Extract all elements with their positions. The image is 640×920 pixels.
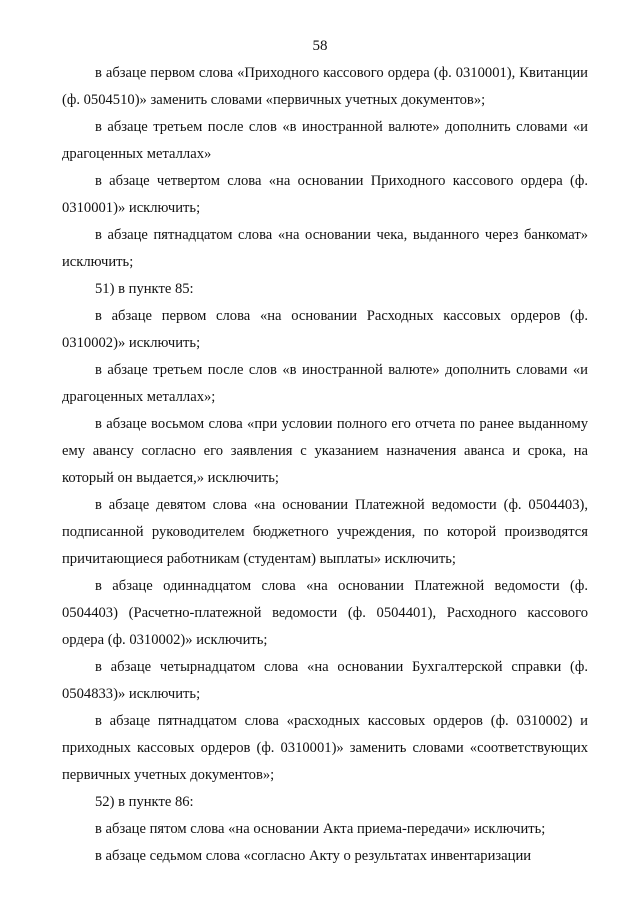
paragraph: в абзаце четвертом слова «на основании Приходного кассового ордера (ф. 0310001)» исключить;: [62, 173, 588, 216]
paragraph: в абзаце пятнадцатом слова «расходных кассовых ордеров (ф. 0310002) и приходных кассовых ордеров (ф. 0310001)» заменить словами «соответствующих первичных учетных документов»;: [62, 713, 588, 783]
paragraph: в абзаце седьмом слова «согласно Акту о результатах инвентаризации: [95, 848, 532, 864]
paragraph: в абзаце девятом слова «на основании Платежной ведомости (ф. 0504403), подписанной руководителем бюджетного учреждения, по которой производятся причитающиеся работникам (студентам) выплаты» исключить;: [62, 497, 588, 567]
paragraph: в абзаце третьем после слов «в иностранной валюте» дополнить словами «и драгоценных металлах»: [62, 119, 588, 162]
paragraph: 52) в пункте 86:: [95, 794, 194, 810]
paragraph: в абзаце четырнадцатом слова «на основании Бухгалтерской справки (ф. 0504833)» исключить;: [62, 659, 588, 702]
paragraph: в абзаце одиннадцатом слова «на основании Платежной ведомости (ф. 0504403) (Расчетно-платежной ведомости (ф. 0504401), Расходного кассового ордера (ф. 0310002)» исключить;: [62, 578, 588, 648]
paragraph: в абзаце первом слова «Приходного кассового ордера (ф. 0310001), Квитанции (ф. 0504510)» заменить словами «первичных учетных документов»;: [62, 65, 588, 108]
page-number: 58: [312, 38, 328, 54]
paragraph: в абзаце восьмом слова «при условии полного его отчета по ранее выданному ему авансу согласно его заявления с указанием назначения аванса и срока, на который он выдается,» исключить;: [62, 416, 588, 486]
paragraph: в абзаце пятнадцатом слова «на основании чека, выданного через банкомат» исключить;: [62, 227, 588, 270]
paragraph: в абзаце пятом слова «на основании Акта приема-передачи» исключить;: [95, 821, 546, 837]
paragraph: 51) в пункте 85:: [95, 281, 194, 297]
paragraph: в абзаце первом слова «на основании Расходных кассовых ордеров (ф. 0310002)» исключить;: [62, 308, 588, 351]
document-body: [62, 60, 588, 870]
paragraph: в абзаце третьем после слов «в иностранной валюте» дополнить словами «и драгоценных металлах»;: [62, 362, 588, 405]
